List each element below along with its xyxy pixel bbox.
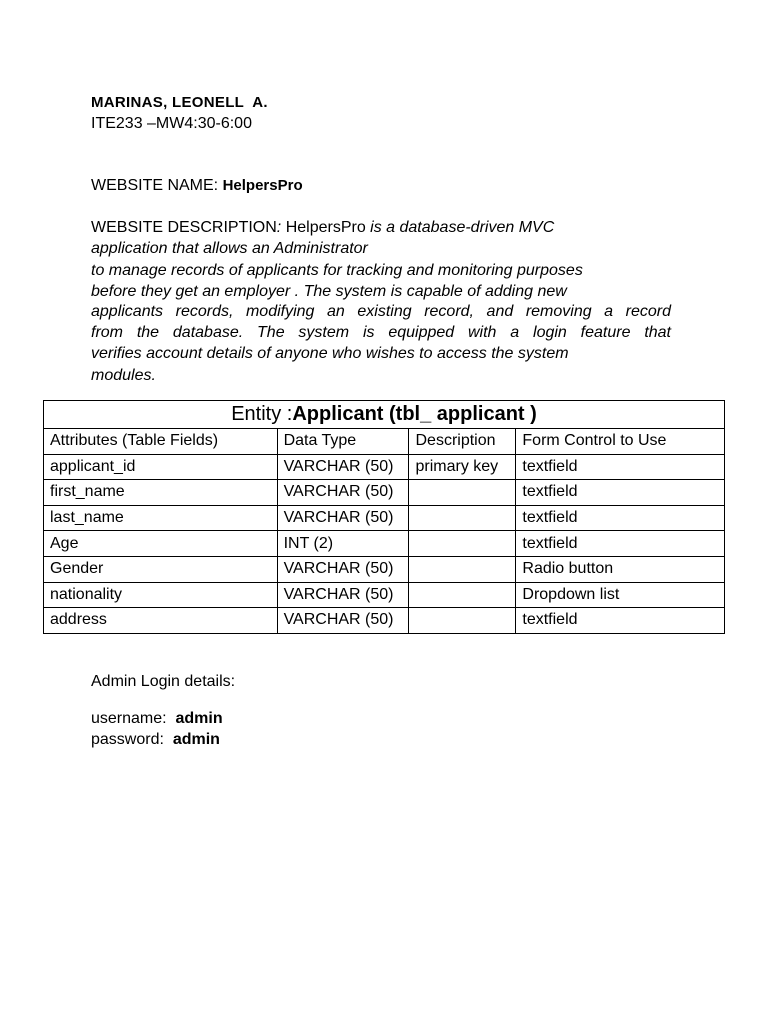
description-text: application that allows an Administrator (91, 240, 368, 257)
cell-data-type: INT (2) (277, 531, 409, 557)
cell-attribute: Gender (44, 556, 278, 582)
password-value: admin (172, 731, 220, 748)
username-line (91, 710, 223, 728)
cell-description (409, 582, 516, 608)
table-row (44, 454, 725, 480)
cell-description (409, 505, 516, 531)
cell-form-control: textfield (516, 505, 725, 531)
cell-form-control: textfield (516, 608, 725, 634)
entity-prefix: Entity : (231, 403, 293, 425)
description-text: applicants records, modifying an existing record, and removing a record (91, 303, 671, 320)
table-row (44, 480, 725, 506)
cell-attribute: last_name (44, 505, 278, 531)
website-description-colon: : (276, 219, 286, 236)
cell-attribute: first_name (44, 480, 278, 506)
description-text: to manage records of applicants for tracking and monitoring purposes (91, 262, 583, 279)
cell-attribute: address (44, 608, 278, 634)
description-text: from the database. The system is equipped with a login feature that (91, 324, 671, 341)
website-description-line-6 (91, 323, 671, 343)
cell-form-control: Radio button (516, 556, 725, 582)
column-header-form-control: Form Control to Use (516, 429, 725, 455)
cell-data-type: VARCHAR (50) (277, 582, 409, 608)
cell-attribute: nationality (44, 582, 278, 608)
description-text: before they get an employer . The system is capable of adding new (91, 283, 567, 300)
website-description-line-5 (91, 302, 671, 322)
cell-description (409, 480, 516, 506)
table-row (44, 556, 725, 582)
website-description-label: WEBSITE DESCRIPTION (91, 219, 277, 236)
author-name: MARINAS, LEONELL A. (91, 94, 268, 111)
cell-form-control: textfield (516, 480, 725, 506)
table-header-row (44, 429, 725, 455)
cell-data-type: VARCHAR (50) (277, 454, 409, 480)
cell-form-control: Dropdown list (516, 582, 725, 608)
website-name-value: HelpersPro (222, 177, 303, 194)
website-description-line-2 (91, 239, 671, 259)
cell-form-control: textfield (516, 531, 725, 557)
cell-data-type: VARCHAR (50) (277, 608, 409, 634)
username-value: admin (175, 710, 223, 727)
cell-description (409, 556, 516, 582)
website-description-brand: HelpersPro (285, 219, 366, 236)
table-row (44, 505, 725, 531)
website-description-line-7 (91, 344, 671, 364)
password-label: password: (91, 731, 173, 748)
cell-data-type: VARCHAR (50) (277, 505, 409, 531)
website-description-line-4 (91, 282, 671, 302)
website-description-text: is a database-driven MVC (365, 219, 555, 236)
cell-attribute: applicant_id (44, 454, 278, 480)
username-label: username: (91, 710, 176, 727)
column-header-data-type: Data Type (277, 429, 409, 455)
cell-attribute: Age (44, 531, 278, 557)
entity-title-row (44, 401, 725, 429)
login-details-heading: Admin Login details: (91, 673, 236, 690)
cell-description: primary key (409, 454, 516, 480)
website-description-line-1 (91, 218, 671, 238)
entity-name: Applicant (tbl_ applicant ) (292, 403, 537, 425)
website-description-line-8 (91, 366, 671, 386)
description-text: modules. (91, 367, 156, 384)
description-text: verifies account details of anyone who wishes to access the system (91, 345, 569, 362)
entity-table (43, 400, 725, 634)
website-name-line (91, 177, 303, 195)
cell-description (409, 531, 516, 557)
column-header-description: Description (409, 429, 516, 455)
table-row (44, 582, 725, 608)
column-header-attributes: Attributes (Table Fields) (44, 429, 278, 455)
cell-description (409, 608, 516, 634)
website-description-line-3 (91, 261, 671, 281)
entity-title (44, 401, 725, 429)
cell-data-type: VARCHAR (50) (277, 480, 409, 506)
course-schedule: ITE233 –MW4:30-6:00 (91, 115, 252, 132)
table-row (44, 608, 725, 634)
website-name-label: WEBSITE NAME: (91, 177, 223, 194)
table-row (44, 531, 725, 557)
cell-form-control: textfield (516, 454, 725, 480)
password-line (91, 731, 220, 749)
cell-data-type: VARCHAR (50) (277, 556, 409, 582)
